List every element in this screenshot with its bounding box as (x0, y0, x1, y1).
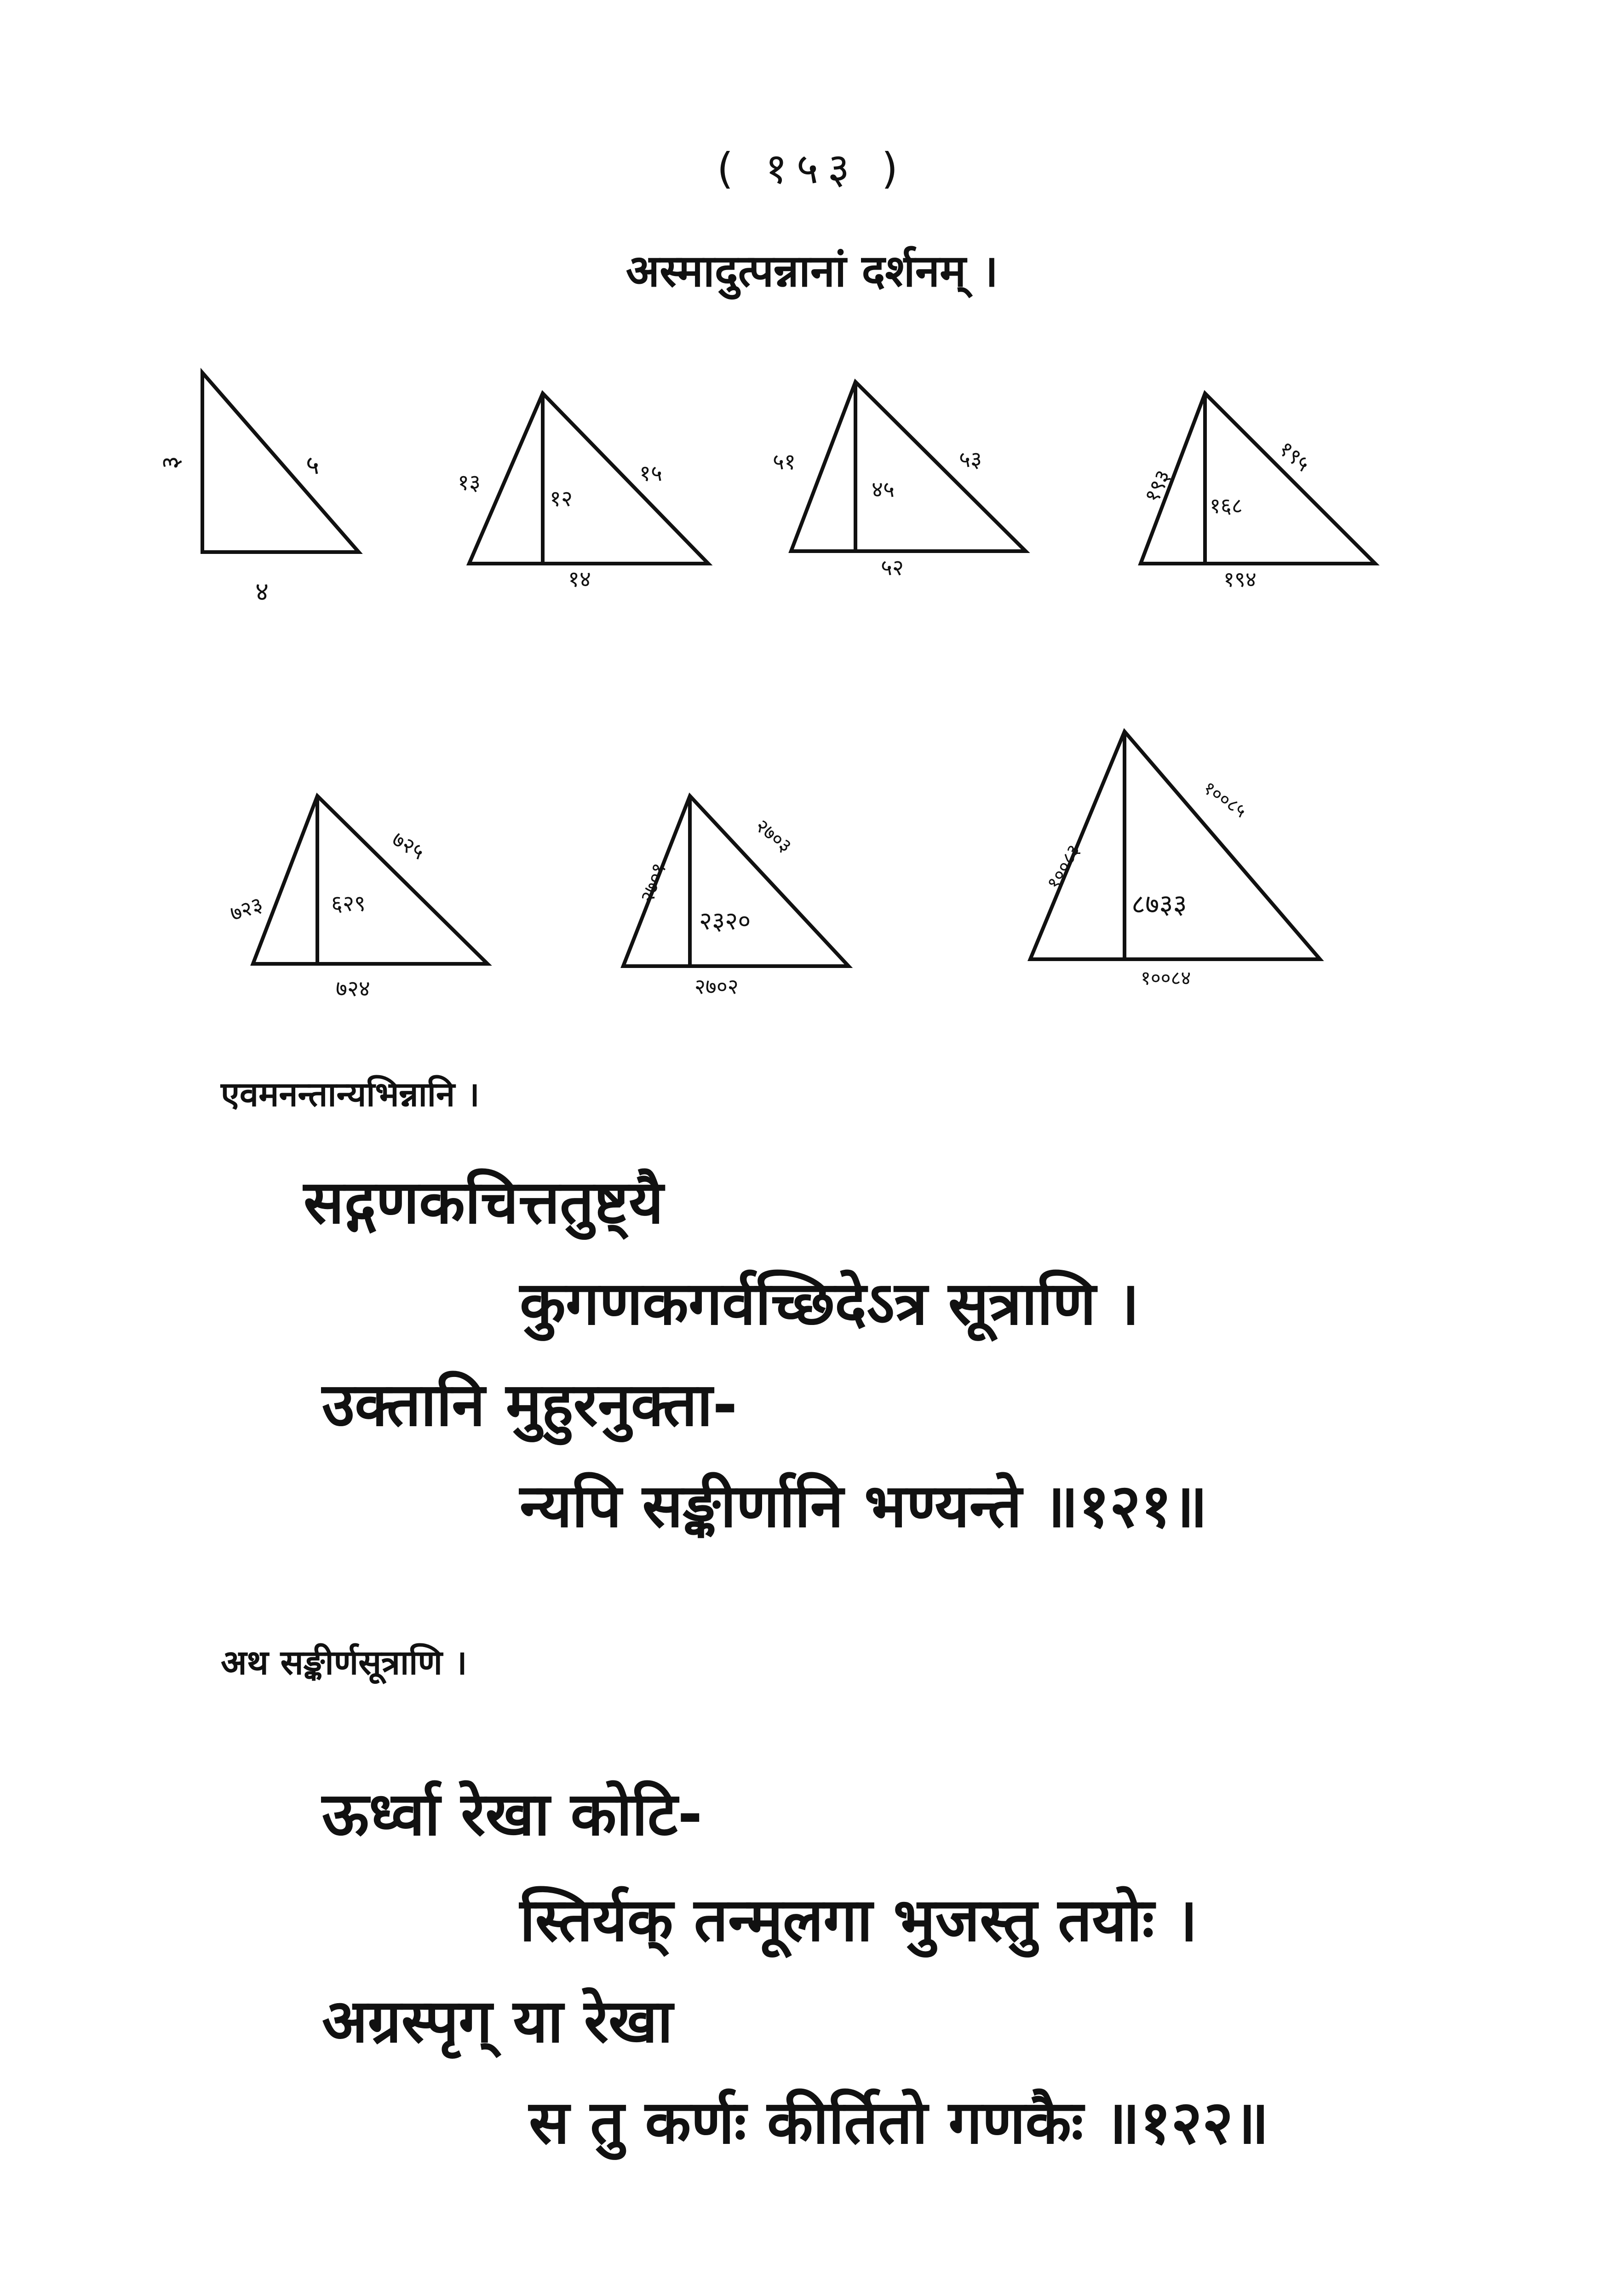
t1-left-label: ३ (156, 455, 186, 469)
figures-heading: अस्मादुत्पन्नानां दर्शनम् । (625, 245, 999, 297)
t2-base-label: १४ (568, 566, 591, 592)
t1-base-label: ४ (255, 577, 269, 607)
triangle-3 (791, 382, 1026, 551)
t7-base-label: १००८४ (1141, 967, 1191, 989)
verse122-line4: स तु कर्णः कीर्तितो गणकैः ॥१२२॥ (529, 2087, 1269, 2157)
triangle-2 (469, 393, 708, 564)
t3-middle-label: ४५ (872, 477, 895, 502)
t3-left-label: ५१ (773, 449, 796, 475)
t7-left-label: १००८३ (1043, 841, 1085, 893)
t5-left-label: ७२३ (226, 891, 266, 927)
t2-right-label: १५ (639, 461, 662, 486)
t6-left-label: २७०१ (635, 860, 671, 906)
t7-right-label: १००८५ (1199, 777, 1251, 822)
t2-left-label: १३ (458, 470, 481, 495)
t1-right-label: ५ (306, 450, 320, 480)
verse121-line3: उक्तानि मुहुरनुक्ता- (322, 1370, 738, 1440)
section2-heading: अथ सङ्कीर्णसूत्राणि । (221, 1643, 467, 1682)
verse121-line2: कुगणकगर्वच्छिदेऽत्र सूत्राणि । (520, 1268, 1140, 1338)
triangle-4 (1141, 393, 1375, 564)
page-number: ( १५३ ) (717, 144, 907, 193)
t3-base-label: ५२ (881, 555, 904, 581)
triangle-1 (202, 373, 359, 552)
verse121-line4: न्यपि सङ्कीर्णानि भण्यन्ते ॥१२१॥ (520, 1471, 1208, 1541)
verse121-line1: सद्गणकचित्ततुष्ट्यै (304, 1167, 664, 1237)
t6-middle-label: २३२० (699, 906, 751, 935)
section1-heading: एवमनन्तान्यभिन्नानि । (221, 1075, 480, 1114)
t4-middle-label: १६८ (1210, 493, 1243, 518)
triangle-figures (0, 0, 1624, 1012)
verse122-line3: अग्रस्पृग् या रेखा (322, 1986, 673, 2056)
t3-right-label: ५३ (959, 447, 982, 472)
t6-base-label: २७०२ (694, 974, 739, 999)
t2-middle-label: १२ (550, 486, 573, 512)
triangle-5 (253, 796, 488, 964)
verse122-line2: स्तिर्यक् तन्मूलगा भुजस्तु तयोः । (520, 1885, 1198, 1955)
t5-middle-label: ६२९ (331, 891, 366, 916)
t5-right-label: ७२५ (388, 826, 429, 865)
t4-right-label: १९५ (1274, 436, 1315, 477)
t4-base-label: १९४ (1223, 567, 1257, 592)
t7-middle-label: ८७३३ (1131, 888, 1187, 920)
t4-left-label: १९३ (1139, 466, 1176, 507)
verse122-line1: ऊर्ध्वा रेखा कोटि- (322, 1779, 703, 1849)
t6-right-label: २७०३ (751, 814, 797, 858)
t5-base-label: ७२४ (336, 976, 370, 1002)
